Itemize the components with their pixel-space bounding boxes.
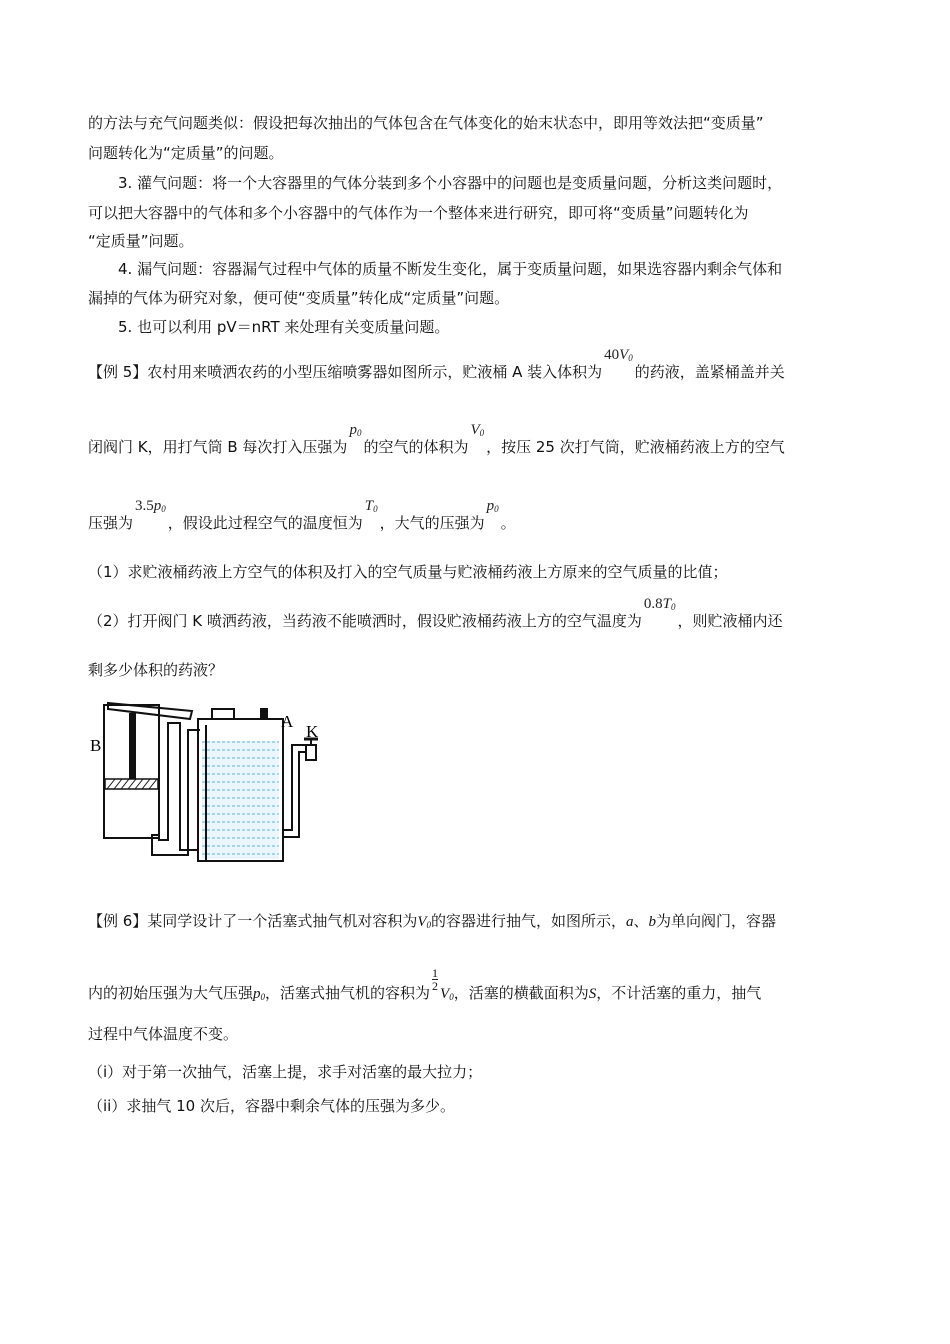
valve-k (306, 745, 316, 760)
label-k: K (306, 722, 319, 741)
text: 的空气的体积为 (363, 438, 469, 456)
outlet-tube-outer (283, 752, 310, 837)
text: ，不计活塞的重力，抽气 (596, 984, 762, 1002)
math-3-5p0: $3.5p_0$ (135, 498, 166, 514)
paragraph-3: “定质量”问题。 (88, 232, 194, 250)
example5-question-1: （1）求贮液桶药液上方空气的体积及打入的空气质量与贮液桶药液上方原来的空气质量的比值； (88, 563, 728, 581)
label-b: B (90, 736, 102, 755)
paragraph-5: 5. 也可以利用 pV＝nRT 来处理有关变质量问题。 (118, 318, 450, 336)
math-fraction-half: $\frac{1}{2}$ (432, 966, 439, 993)
paragraph-3: 3. 灌气问题：将一个大容器里的气体分装到多个小容器中的问题也是变质量问题，分析这类问题时， (118, 174, 783, 192)
math-t0: $T_0$ (364, 498, 378, 514)
example5-question-2-cont: 剩多少体积的药液？ (88, 661, 224, 679)
paragraph-4: 漏掉的气体为研究对象，便可使“变质量”转化成“定质量”问题。 (88, 289, 510, 307)
math-v0: $V_0$ (417, 914, 431, 930)
math-a: a (626, 914, 634, 930)
text: 为单向阀门，容器 (656, 912, 777, 930)
text: 。 (500, 514, 516, 532)
example5-line1 (88, 347, 785, 386)
text: 压强为 (88, 514, 134, 532)
piston-rod (129, 713, 136, 779)
example6-line2 (88, 966, 762, 1007)
math-40v0: $40V_0$ (604, 347, 633, 363)
label-a: A (281, 712, 294, 731)
math-v0: $V_0$ (470, 422, 485, 438)
intro-line: 问题转化为“定质量”的问题。 (88, 144, 284, 162)
paragraph-3: 可以把大容器中的气体和多个小容器中的气体作为一个整体来进行研究，即可将“变质量”问题转化为 (88, 204, 749, 222)
example5-line2 (88, 422, 785, 461)
math-b: b (648, 914, 657, 930)
text: 闭阀门 K，用打气筒 B 每次打入压强为 (88, 438, 348, 456)
text: ，按压 25 次打气筒，贮液桶药液上方的空气 (486, 438, 785, 456)
paragraph-4: 4. 漏气问题：容器漏气过程中气体的质量不断发生变化，属于变质量问题，如果选容器内剩余气体和 (118, 260, 783, 278)
text: 内的初始压强为大气压强 (88, 984, 254, 1002)
text: 的药液，盖紧桶盖并关 (634, 363, 785, 381)
text: 【例 6】某同学设计了一个活塞式抽气机对容积为 (88, 912, 418, 930)
intro-line: 的方法与充气问题类似：假设把每次抽出的气体包含在气体变化的始末状态中，即用等效法把“变质量” (88, 114, 764, 132)
example6-line1 (88, 911, 776, 935)
math-p0: $p_0$ (486, 498, 499, 514)
text: ，假设此过程空气的温度恒为 (167, 514, 363, 532)
text: ，活塞的横截面积为 (453, 984, 589, 1002)
example6-question-i: （i）对于第一次抽气，活塞上提，求手对活塞的最大拉力； (88, 1063, 483, 1081)
liquid (202, 741, 279, 859)
connecting-tube (159, 723, 198, 850)
example6-question-ii: （ii）求抽气 10 次后，容器中剩余气体的压强为多少。 (88, 1097, 455, 1115)
sprayer-diagram (88, 695, 348, 870)
example5-line3 (88, 498, 516, 537)
text: 【例 5】农村用来喷洒农药的小型压缩喷雾器如图所示，贮液桶 A 装入体积为 (88, 363, 603, 381)
example5-question-2 (88, 596, 783, 635)
math-0-8t0: $0.8T_0$ (643, 596, 676, 612)
text: 的容器进行抽气，如图所示， (431, 912, 627, 930)
text: ，活塞式抽气机的容积为 (265, 984, 431, 1002)
text: （2）打开阀门 K 喷洒药液，当药液不能喷洒时，假设贮液桶药液上方的空气温度为 (88, 612, 642, 630)
text: ，则贮液桶内还 (677, 612, 783, 630)
tank-cap (212, 709, 234, 719)
math-p0: $p_0$ (253, 986, 266, 1002)
tank-valve (260, 708, 268, 719)
math-s: S (588, 986, 597, 1002)
math-p0: $p_0$ (349, 422, 362, 438)
text: ，大气的压强为 (379, 514, 485, 532)
text: 、 (633, 912, 649, 930)
example6-line3: 过程中气体温度不变。 (88, 1025, 239, 1043)
math-v0: $V_0$ (440, 986, 454, 1002)
